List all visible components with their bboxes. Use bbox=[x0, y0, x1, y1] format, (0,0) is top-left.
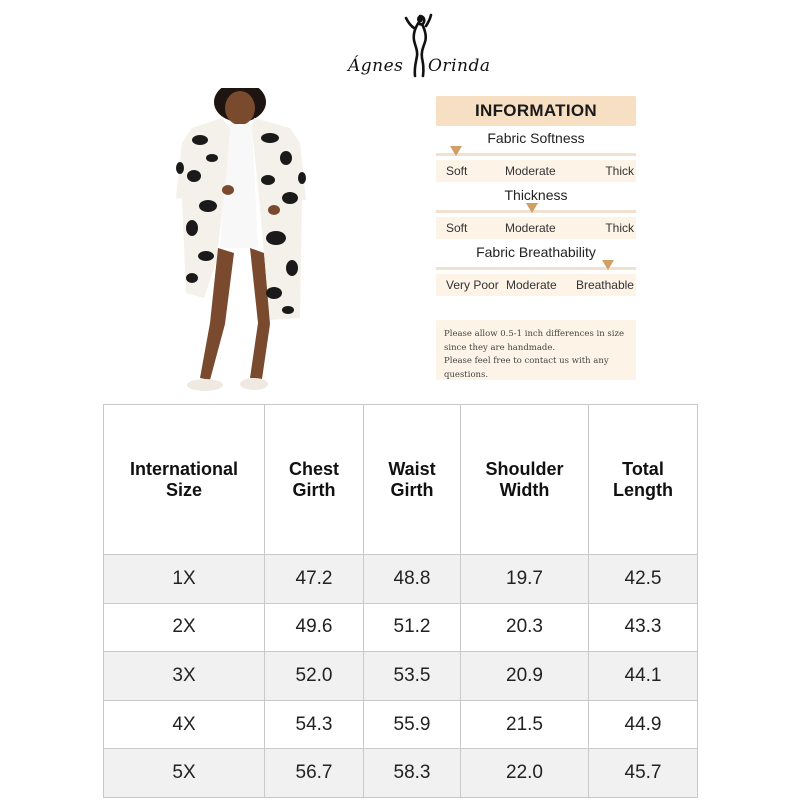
metric-fabric-softness bbox=[436, 126, 636, 183]
header-shoulder-width: Shoulder Width bbox=[461, 405, 589, 555]
metric-fabric-breathability bbox=[436, 240, 636, 297]
product-photo bbox=[130, 88, 320, 400]
cell-waist: 55.9 bbox=[364, 700, 461, 749]
metric-scale bbox=[436, 274, 636, 296]
scale-label-low: Soft bbox=[446, 221, 468, 235]
metric-title: Thickness bbox=[504, 187, 568, 203]
scale-label-high: Breathable bbox=[575, 278, 634, 292]
cell-waist: 58.3 bbox=[364, 749, 461, 798]
information-panel bbox=[436, 96, 636, 297]
header-total-length: Total Length bbox=[589, 405, 698, 555]
cell-size: 5X bbox=[104, 749, 265, 798]
metric-title: Fabric Breathability bbox=[476, 244, 596, 260]
metric-thickness bbox=[436, 183, 636, 240]
metric-title: Fabric Softness bbox=[487, 130, 585, 146]
cell-length: 44.1 bbox=[589, 652, 698, 701]
metric-bar bbox=[436, 264, 636, 272]
triangle-marker-icon bbox=[602, 260, 614, 270]
table-row bbox=[104, 700, 698, 749]
table-row bbox=[104, 749, 698, 798]
scale-label-low: Soft bbox=[446, 164, 468, 178]
cell-length: 45.7 bbox=[589, 749, 698, 798]
cell-shoulder: 20.9 bbox=[461, 652, 589, 701]
cell-waist: 53.5 bbox=[364, 652, 461, 701]
cell-length: 42.5 bbox=[589, 555, 698, 604]
scale-label-mid: Moderate bbox=[504, 221, 556, 235]
cell-chest: 47.2 bbox=[265, 555, 364, 604]
table-row bbox=[104, 652, 698, 701]
cell-chest: 56.7 bbox=[265, 749, 364, 798]
metric-bar bbox=[436, 150, 636, 158]
header-waist-girth: Waist Girth bbox=[364, 405, 461, 555]
scale-label-low: Very Poor bbox=[446, 278, 499, 292]
cell-chest: 52.0 bbox=[265, 652, 364, 701]
size-chart-table bbox=[103, 404, 698, 798]
scale-label-high: Thick bbox=[605, 221, 634, 235]
cell-shoulder: 22.0 bbox=[461, 749, 589, 798]
metric-scale bbox=[436, 160, 636, 182]
cell-length: 44.9 bbox=[589, 700, 698, 749]
table-header-row bbox=[104, 405, 698, 555]
note-line: Please allow 0.5-1 inch differences in size bbox=[444, 329, 624, 339]
table-row bbox=[104, 603, 698, 652]
cell-size: 1X bbox=[104, 555, 265, 604]
cell-size: 3X bbox=[104, 652, 265, 701]
note-line: Please feel free to contact us with any questions. bbox=[444, 356, 609, 380]
cell-chest: 54.3 bbox=[265, 700, 364, 749]
cell-waist: 48.8 bbox=[364, 555, 461, 604]
metric-bar bbox=[436, 207, 636, 215]
cell-size: 2X bbox=[104, 603, 265, 652]
metric-track bbox=[436, 153, 636, 156]
brand-word-2: Orinda bbox=[428, 56, 491, 76]
table-row bbox=[104, 555, 698, 604]
header-chest-girth: Chest Girth bbox=[265, 405, 364, 555]
model-in-cow-print-robe-image bbox=[130, 88, 320, 400]
information-header: INFORMATION bbox=[436, 96, 636, 126]
scale-label-high: Thick bbox=[605, 164, 634, 178]
cell-shoulder: 20.3 bbox=[461, 603, 589, 652]
cell-shoulder: 21.5 bbox=[461, 700, 589, 749]
cell-shoulder: 19.7 bbox=[461, 555, 589, 604]
handmade-size-note bbox=[436, 320, 636, 380]
brand-name bbox=[348, 56, 491, 76]
triangle-marker-icon bbox=[526, 203, 538, 213]
scale-label-mid: Moderate bbox=[504, 164, 556, 178]
cell-length: 43.3 bbox=[589, 603, 698, 652]
metric-scale bbox=[436, 217, 636, 239]
triangle-marker-icon bbox=[450, 146, 462, 156]
cell-size: 4X bbox=[104, 700, 265, 749]
brand-word-1: Ágnes bbox=[348, 56, 404, 76]
brand-logo bbox=[340, 12, 490, 84]
cell-waist: 51.2 bbox=[364, 603, 461, 652]
note-line: since they are handmade. bbox=[444, 342, 556, 353]
scale-label-mid: Moderate bbox=[505, 278, 557, 292]
cell-chest: 49.6 bbox=[265, 603, 364, 652]
header-international-size: International Size bbox=[104, 405, 265, 555]
